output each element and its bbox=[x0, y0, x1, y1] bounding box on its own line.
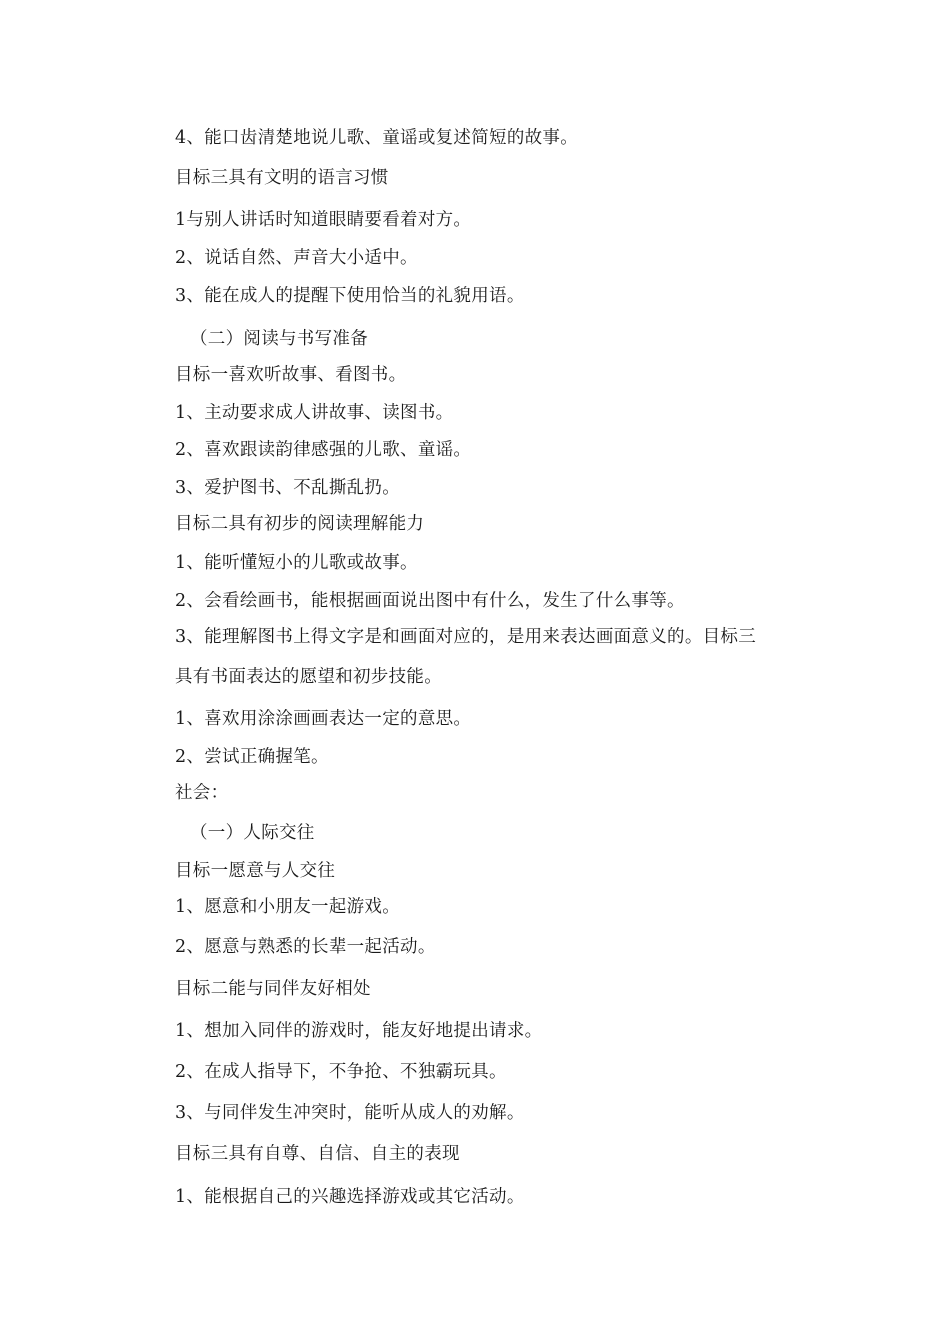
section-heading: 目标一喜欢听故事、看图书。 bbox=[175, 365, 407, 385]
list-item: 3、能理解图书上得文字是和画面对应的，是用来表达画面意义的。目标三 bbox=[175, 627, 757, 647]
section-heading: 目标三具有自尊、自信、自主的表现 bbox=[175, 1144, 460, 1164]
list-item: 2、尝试正确握笔。 bbox=[175, 747, 329, 767]
list-item: 2、说话自然、声音大小适中。 bbox=[175, 248, 418, 268]
list-item: 2、喜欢跟读韵律感强的儿歌、童谣。 bbox=[175, 440, 472, 460]
list-item: 1、喜欢用涂涂画画表达一定的意思。 bbox=[175, 709, 472, 729]
list-item: 4、能口齿清楚地说儿歌、童谣或复述简短的故事。 bbox=[175, 128, 579, 148]
section-heading: 目标三具有文明的语言习惯 bbox=[175, 168, 389, 188]
list-item: 3、能在成人的提醒下使用恰当的礼貌用语。 bbox=[175, 286, 525, 306]
subsection-heading: （一）人际交往 bbox=[190, 823, 315, 843]
list-item: 3、与同伴发生冲突时，能听从成人的劝解。 bbox=[175, 1103, 525, 1123]
list-item: 1、主动要求成人讲故事、读图书。 bbox=[175, 403, 454, 423]
section-heading: 目标二能与同伴友好相处 bbox=[175, 979, 371, 999]
list-item: 1、能根据自己的兴趣选择游戏或其它活动。 bbox=[175, 1187, 525, 1207]
section-heading: 目标二具有初步的阅读理解能力 bbox=[175, 514, 425, 534]
list-item: 2、会看绘画书，能根据画面说出图中有什么，发生了什么事等。 bbox=[175, 591, 685, 611]
list-item: 3、爱护图书、不乱撕乱扔。 bbox=[175, 478, 401, 498]
list-item: 1、能听懂短小的儿歌或故事。 bbox=[175, 553, 418, 573]
subsection-heading: （二）阅读与书写准备 bbox=[190, 329, 368, 349]
section-heading: 目标一愿意与人交往 bbox=[175, 861, 336, 881]
list-item: 1、想加入同伴的游戏时，能友好地提出请求。 bbox=[175, 1021, 543, 1041]
list-item: 2、愿意与熟悉的长辈一起活动。 bbox=[175, 937, 436, 957]
list-item: 1、愿意和小朋友一起游戏。 bbox=[175, 897, 401, 917]
list-item: 1与别人讲话时知道眼睛要看着对方。 bbox=[175, 210, 472, 230]
list-item-continuation: 具有书面表达的愿望和初步技能。 bbox=[175, 667, 442, 687]
section-title: 社会： bbox=[175, 783, 229, 803]
list-item: 2、在成人指导下，不争抢、不独霸玩具。 bbox=[175, 1062, 507, 1082]
